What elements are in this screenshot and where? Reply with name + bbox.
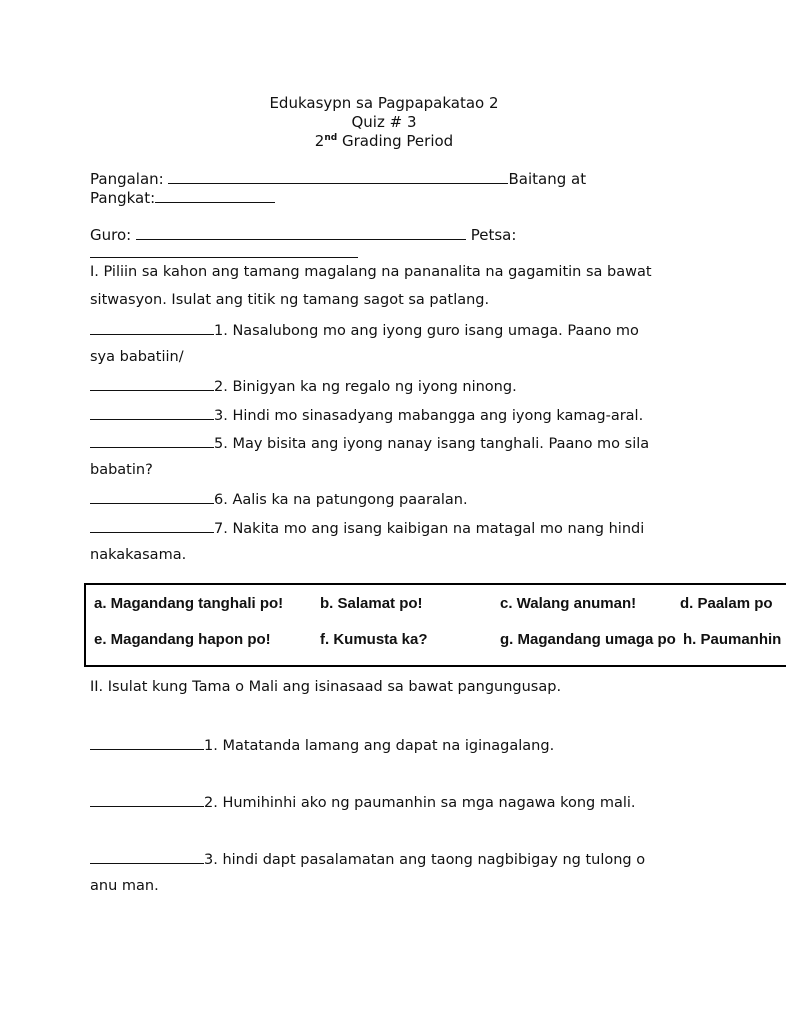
choice-a: a. Magandang tanghali po! — [94, 595, 284, 612]
answer-blank[interactable] — [90, 850, 204, 864]
answer-blank[interactable] — [90, 377, 214, 391]
grading-period: 2nd Grading Period — [314, 132, 454, 150]
date-label: Petsa: — [465, 226, 517, 244]
part1-instruction: I. Piliin sa kahon ang tamang magalang na pananalita na gagamitin sa bawat — [90, 264, 652, 280]
part1-question-1-cont: sya babatiin/ — [90, 349, 184, 365]
part2-question-1: 1. Matatanda lamang ang dapat na iginagalang. — [90, 736, 554, 754]
name-blank[interactable] — [168, 170, 508, 184]
choice-d: d. Paalam po — [680, 595, 773, 612]
choice-b: b. Salamat po! — [320, 595, 423, 612]
answer-blank[interactable] — [90, 321, 214, 335]
part1-question-5-cont: babatin? — [90, 462, 153, 478]
subject-title: Edukasypn sa Pagpapakatao 2 — [269, 94, 499, 112]
answer-blank[interactable] — [90, 519, 214, 533]
part1-question-6: 6. Aalis ka na patungong paaralan. — [90, 490, 468, 508]
teacher-line — [90, 226, 516, 244]
answer-blank[interactable] — [90, 793, 204, 807]
section-blank[interactable] — [155, 189, 275, 203]
answer-blank[interactable] — [90, 736, 204, 750]
quiz-header — [0, 94, 768, 151]
part1-question-5: 5. May bisita ang iyong nanay isang tanghali. Paano mo sila — [90, 434, 649, 452]
teacher-blank[interactable] — [136, 226, 466, 240]
name-label: Pangalan: — [90, 170, 169, 188]
choice-g: g. Magandang umaga po — [500, 631, 676, 648]
date-blank[interactable] — [90, 244, 358, 258]
name-line — [90, 170, 586, 188]
answer-blank[interactable] — [90, 406, 214, 420]
part2-question-3-cont: anu man. — [90, 878, 159, 894]
answer-blank[interactable] — [90, 434, 214, 448]
choice-c: c. Walang anuman! — [500, 595, 637, 612]
choice-f: f. Kumusta ka? — [320, 631, 428, 648]
part2-question-3: 3. hindi dapt pasalamatan ang taong nagbibigay ng tulong o — [90, 850, 645, 868]
part1-question-3: 3. Hindi mo sinasadyang mabangga ang iyong kamag-aral. — [90, 406, 643, 424]
choices-box — [84, 583, 786, 667]
part1-question-7-cont: nakakasama. — [90, 547, 187, 563]
part1-question-1: 1. Nasalubong mo ang iyong guro isang umaga. Paano mo — [90, 321, 639, 339]
answer-blank[interactable] — [90, 490, 214, 504]
part1-question-7: 7. Nakita mo ang isang kaibigan na matagal mo nang hindi — [90, 519, 644, 537]
section-line — [90, 189, 275, 207]
section-label: Pangkat: — [90, 189, 156, 207]
part1-instruction-cont: sitwasyon. Isulat ang titik ng tamang sagot sa patlang. — [90, 292, 490, 308]
teacher-label: Guro: — [90, 226, 136, 244]
part2-instruction: II. Isulat kung Tama o Mali ang isinasaad sa bawat pangungusap. — [90, 679, 562, 695]
part1-question-2: 2. Binigyan ka ng regalo ng iyong ninong. — [90, 377, 517, 395]
choice-h: h. Paumanhin — [683, 631, 782, 648]
date-blank-line — [90, 244, 358, 262]
choice-e: e. Magandang hapon po! — [94, 631, 271, 648]
grade-label: Baitang at — [508, 170, 587, 188]
quiz-number: Quiz # 3 — [351, 113, 417, 131]
part2-question-2: 2. Humihinhi ako ng paumanhin sa mga nagawa kong mali. — [90, 793, 636, 811]
